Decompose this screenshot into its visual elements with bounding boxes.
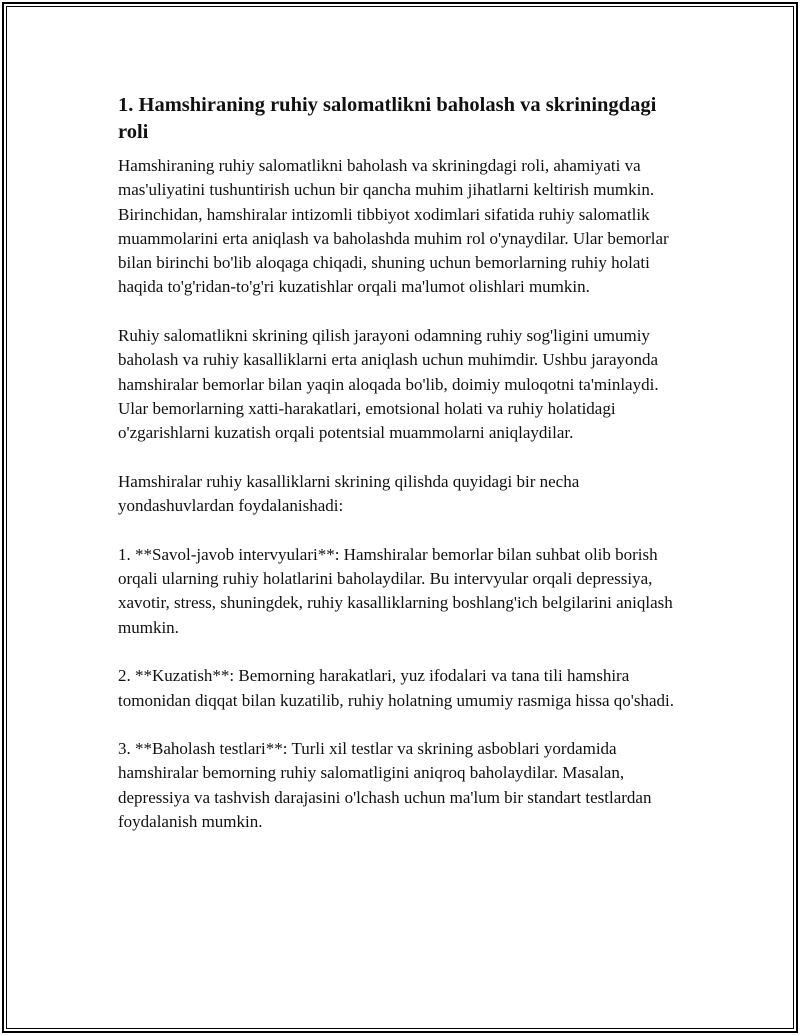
list-item-assessment-tests: 3. **Baholash testlari**: Turli xil testlar va skrining asboblari yordamida hamshiralar bemorning ruhiy salomatligini aniqroq baholaydilar. Masalan, depressiya va tashvish darajasini o'lchash uchun ma'lum bir standart testlardan foydalanish mumkin. (118, 739, 652, 832)
paragraph-screening-process: Ruhiy salomatlikni skrining qilish jarayoni odamning ruhiy sog'ligini umumiy baholash va ruhiy kasalliklarni erta aniqlash uchun muhimdir. Ushbu jarayonda hamshiralar bemorlar bilan yaqin aloqada bo'lib, doimiy muloqotni ta'minlaydi. Ular bemorlarning xatti-harakatlari, emotsional holati va ruhiy holatidagi o'zgarishlarni kuzatish orqali potentsial muammolarni aniqlaydilar. (118, 326, 659, 443)
paragraph-approaches-intro: Hamshiralar ruhiy kasalliklarni skrining qilishda quyidagi bir necha yondashuvlardan foydalanishadi: (118, 471, 580, 516)
paragraph-intro: Hamshiraning ruhiy salomatlikni baholash va skriningdagi roli, ahamiyati va mas'uliyatini tushuntirish uchun bir qancha muhim jihatlarni keltirish mumkin. Birinchidan, hamshiralar intizomli tibbiyot xodimlari sifatida ruhiy salomatlik muammolarini erta aniqlash va baholashda muhim rol o'ynaydilar. Ular bemorlar bilan birinchi bo'lib aloqaga chiqadi, shuning uchun bemorlarning ruhiy holati haqida to'g'ridan-to'g'ri kuzatishlar orqali ma'lumot olishlari mumkin. (118, 156, 669, 297)
list-item-interviews: 1. **Savol-javob intervyulari**: Hamshiralar bemorlar bilan suhbat olib borish orqali ularning ruhiy holatlarini baholaydilar. Bu intervyular orqali depressiya, xavotir, stress, shuningdek, ruhiy kasalliklarning boshlang'ich belgilarini aniqlash mumkin. (118, 544, 673, 637)
document-body (118, 92, 690, 859)
section-heading: 1. Hamshiraning ruhiy salomatlikni baholash va skriningdagi roli (118, 94, 657, 143)
list-item-observation: 2. **Kuzatish**: Bemorning harakatlari, yuz ifodalari va tana tili hamshira tomonidan diqqat bilan kuzatilib, ruhiy holatning umumiy rasmiga hissa qo'shadi. (118, 666, 674, 710)
